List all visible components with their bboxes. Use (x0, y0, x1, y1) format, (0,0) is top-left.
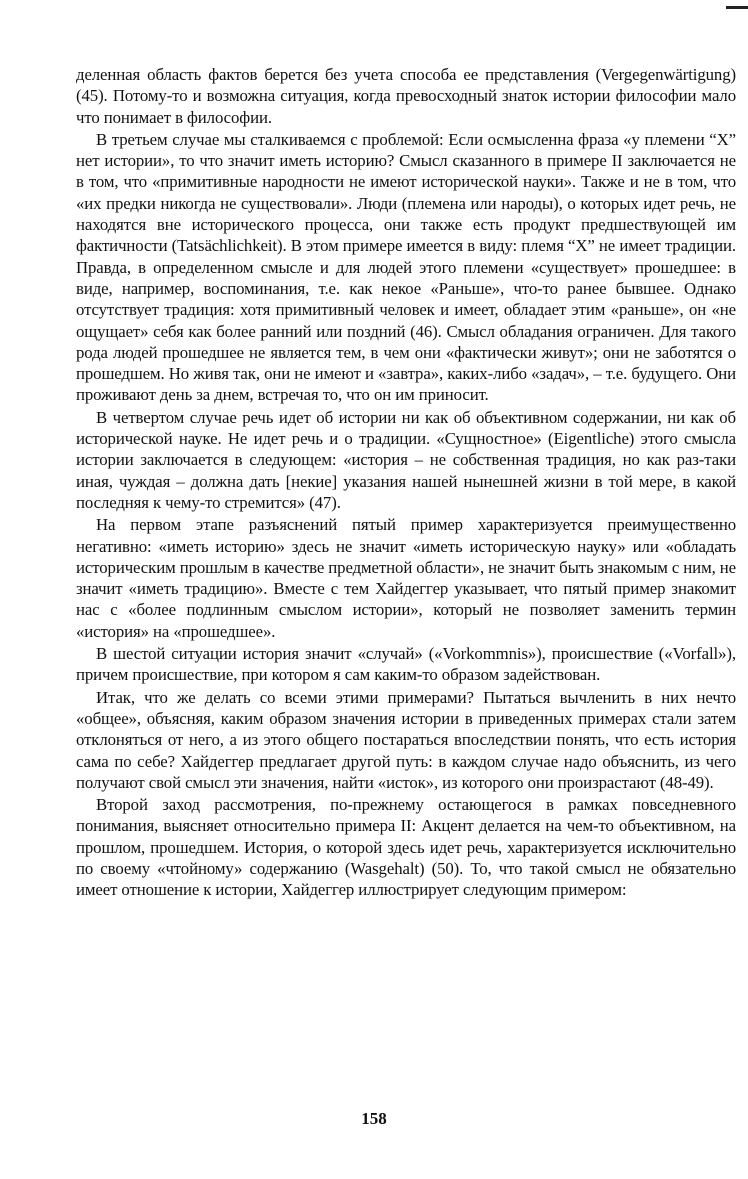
paragraph-4: На первом этапе разъяснений пятый пример характеризуется преимущественно негативно: «иметь историю» здесь не значит «иметь историческую науку» или «обладать историческим прошлым в качестве предметной области», не значит быть знакомым с ним, не значит «иметь традицию». Вместе с тем Хайдеггер указывает, что пятый пример знакомит нас с «более подлинным смыслом истории», который не позволяет заменить термин «история» на «прошедшее». (76, 515, 737, 641)
paragraph-7: Второй заход рассмотрения, по-прежнему остающегося в рамках повседневного понимания, выясняет относительно примера II: Акцент делается на чем-то объективном, на прошлом, прошедшем. История, о которой здесь идет речь, характеризуется исключительно по своему «чтойному» содержанию (Wasgehalt) (50). То, что такой смысл не обязательно имеет отношение к истории, Хайдеггер иллюстрирует следующим примером: (76, 795, 736, 900)
paragraph-5: В шестой ситуации история значит «случай» («Vorkommnis»), происшествие («Vorfall»), причем происшествие, при котором я сам каким-то образом задействован. (76, 644, 736, 685)
page-edge-mark (726, 6, 748, 9)
paragraph-3: В четвертом случае речь идет об истории ни как об объективном содержании, ни как об исторической науке. Не идет речь и о традиции. «Сущностное» (Eigentliche) этого смысла истории заключается в следующем: «история – не собственная традиция, но как раз-таки иная, чуждая – должна дать [некие] указания нашей нынешней жизни в той мере, в какой последняя к чему-то стремится» (47). (76, 407, 736, 512)
page-number: 158 (361, 1109, 387, 1128)
paragraph-2: В третьем случае мы сталкиваемся с проблемой: Если осмысленна фраза «у племени “X” нет истории», то что значит иметь историю? Смысл сказанного в примере II заключается не в том, что «примитивные народности не имеют исторической науки». Также и не в том, что «их предки никогда не существовали». Люди (племена или народы), о которых идет речь, не находятся вне исторического процесса, они также есть продукт предшествующей им фактичности (Tatsächlichkeit). В этом примере имеется в виду: племя “X” не имеет традиции. Правда, в определенном смысле и для людей этого племени «существует» прошедшее: в виде, например, воспоминания, т.е. как некое «Раньше», что-то ранее бывшее. Однако отсутствует традиция: хотя примитивный человек и имеет, обладает этим «раньше», он «не ощущает» себя как более ранний или поздний (46). Смысл обладания ограничен. Для такого рода людей прошедшее не является тем, в чем они «фактически живут»; они не заботятся о прошедшем. Но живя так, они не имеют и «завтра», каких-либо «задач», – т.е. будущего. Они проживают день за днем, встречая то, что он им приносит. (76, 129, 736, 405)
paragraph-1: деленная область фактов берется без учета способа ее представления (Vergegenwärtigung) (45). Потому-то и возможна ситуация, когда превосходный знаток истории философии мало что понимает в философии. (76, 65, 736, 127)
paragraph-6: Итак, что же делать со всеми этими примерами? Пытаться вычленить в них нечто «общее», объясняя, каким образом значения истории в приведенных примерах стали затем отклоняться от него, а из этого общего постараться впоследствии понять, что есть история сама по себе? Хайдеггер предлагает другой путь: в каждом случае надо объяснить, из чего получают свой смысл эти значения, найти «исток», из которого они произрастают (48-49). (76, 687, 736, 792)
page-body (76, 64, 736, 901)
